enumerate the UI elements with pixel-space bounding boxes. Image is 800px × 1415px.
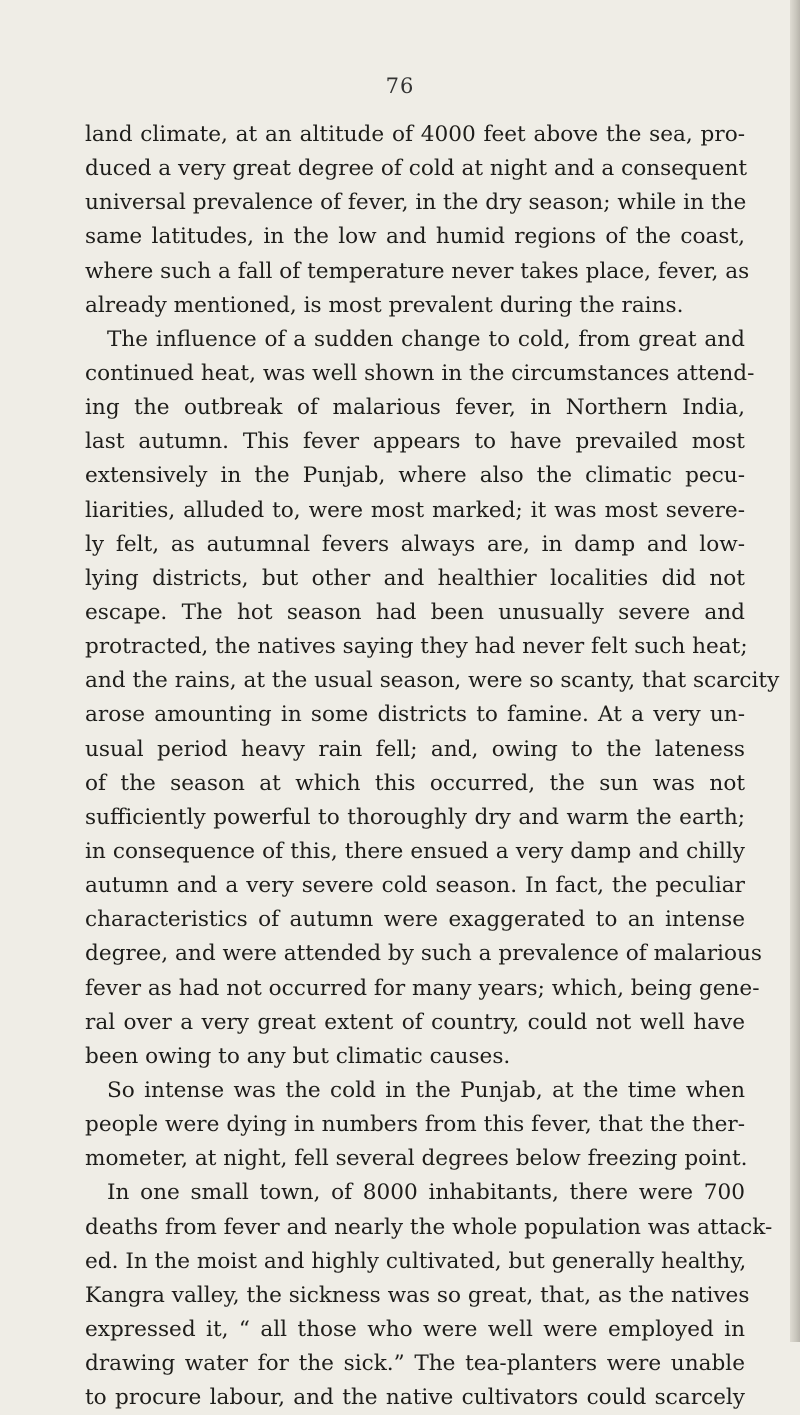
- page-number: 76: [385, 74, 415, 98]
- text-line: people were dying in numbers from this fever, that the ther-: [85, 1112, 745, 1138]
- text-line: sufficiently powerful to thoroughly dry and warm the earth;: [85, 804, 745, 830]
- text-line: land climate, at an altitude of 4000 feet above the sea, pro-: [85, 122, 745, 147]
- text-line: escape. The hot season had been unusually severe and: [85, 599, 745, 625]
- text-line: fever as had not occurred for many years; which, being gene-: [85, 975, 760, 1001]
- text-line: So intense was the cold in the Punjab, at the time when: [107, 1077, 745, 1103]
- text-line: ing the outbreak of malarious fever, in Northern India,: [85, 395, 745, 421]
- text-line: arose amounting in some districts to famine. At a very un-: [85, 702, 745, 728]
- text-line: drawing water for the sick.” The tea-planters were unable: [85, 1351, 745, 1377]
- body-text: [85, 118, 780, 1415]
- text-line: last autumn. This fever appears to have prevailed most: [85, 429, 745, 455]
- text-line: lying districts, but other and healthier localities did not: [85, 565, 745, 591]
- text-line: protracted, the natives saying they had never felt such heat;: [85, 634, 748, 660]
- text-line: in consequence of this, there ensued a very damp and chilly: [85, 838, 745, 864]
- text-line: usual period heavy rain fell; and, owing to the lateness: [85, 736, 745, 762]
- text-line: already mentioned, is most prevalent during the rains.: [85, 292, 684, 318]
- text-line: ly felt, as autumnal fevers always are, in damp and low-: [85, 531, 745, 557]
- text-line: universal prevalence of fever, in the dry season; while in the: [85, 190, 747, 216]
- text-line: extensively in the Punjab, where also the climatic pecu-: [85, 463, 745, 489]
- text-line: where such a fall of temperature never takes place, fever, as: [85, 258, 750, 284]
- text-line: deaths from fever and nearly the whole population was attack-: [85, 1214, 773, 1240]
- text-line: In one small town, of 8000 inhabitants, there were 700: [107, 1180, 745, 1206]
- text-line: liarities, alluded to, were most marked; it was most severe-: [85, 497, 745, 523]
- text-line: been owing to any but climatic causes.: [85, 1043, 511, 1069]
- text-line: degree, and were attended by such a prevalence of malarious: [85, 941, 762, 967]
- page-edge: [790, 0, 800, 1342]
- text-line: of the season at which this occurred, the sun was not: [85, 770, 745, 796]
- text-line: to procure labour, and the native cultivators could scarcely: [85, 1385, 745, 1411]
- text-line: The influence of a sudden change to cold, from great and: [107, 326, 745, 352]
- text-line: duced a very great degree of cold at night and a consequent: [85, 156, 748, 182]
- text-line: and the rains, at the usual season, were so scanty, that scarcity: [85, 668, 780, 694]
- text-line: ral over a very great extent of country, could not well have: [85, 1009, 745, 1035]
- text-line: mometer, at night, fell several degrees below freezing point.: [85, 1146, 748, 1172]
- text-line: expressed it, “ all those who were well were employed in: [85, 1316, 745, 1342]
- text-line: same latitudes, in the low and humid regions of the coast,: [85, 224, 745, 250]
- text-line: autumn and a very severe cold season. In fact, the peculiar: [85, 873, 745, 899]
- text-line: ed. In the moist and highly cultivated, but generally healthy,: [85, 1248, 747, 1274]
- text-line: Kangra valley, the sickness was so great, that, as the natives: [85, 1282, 750, 1308]
- text-line: characteristics of autumn were exaggerated to an intense: [85, 907, 745, 933]
- text-line: continued heat, was well shown in the circumstances attend-: [85, 360, 755, 386]
